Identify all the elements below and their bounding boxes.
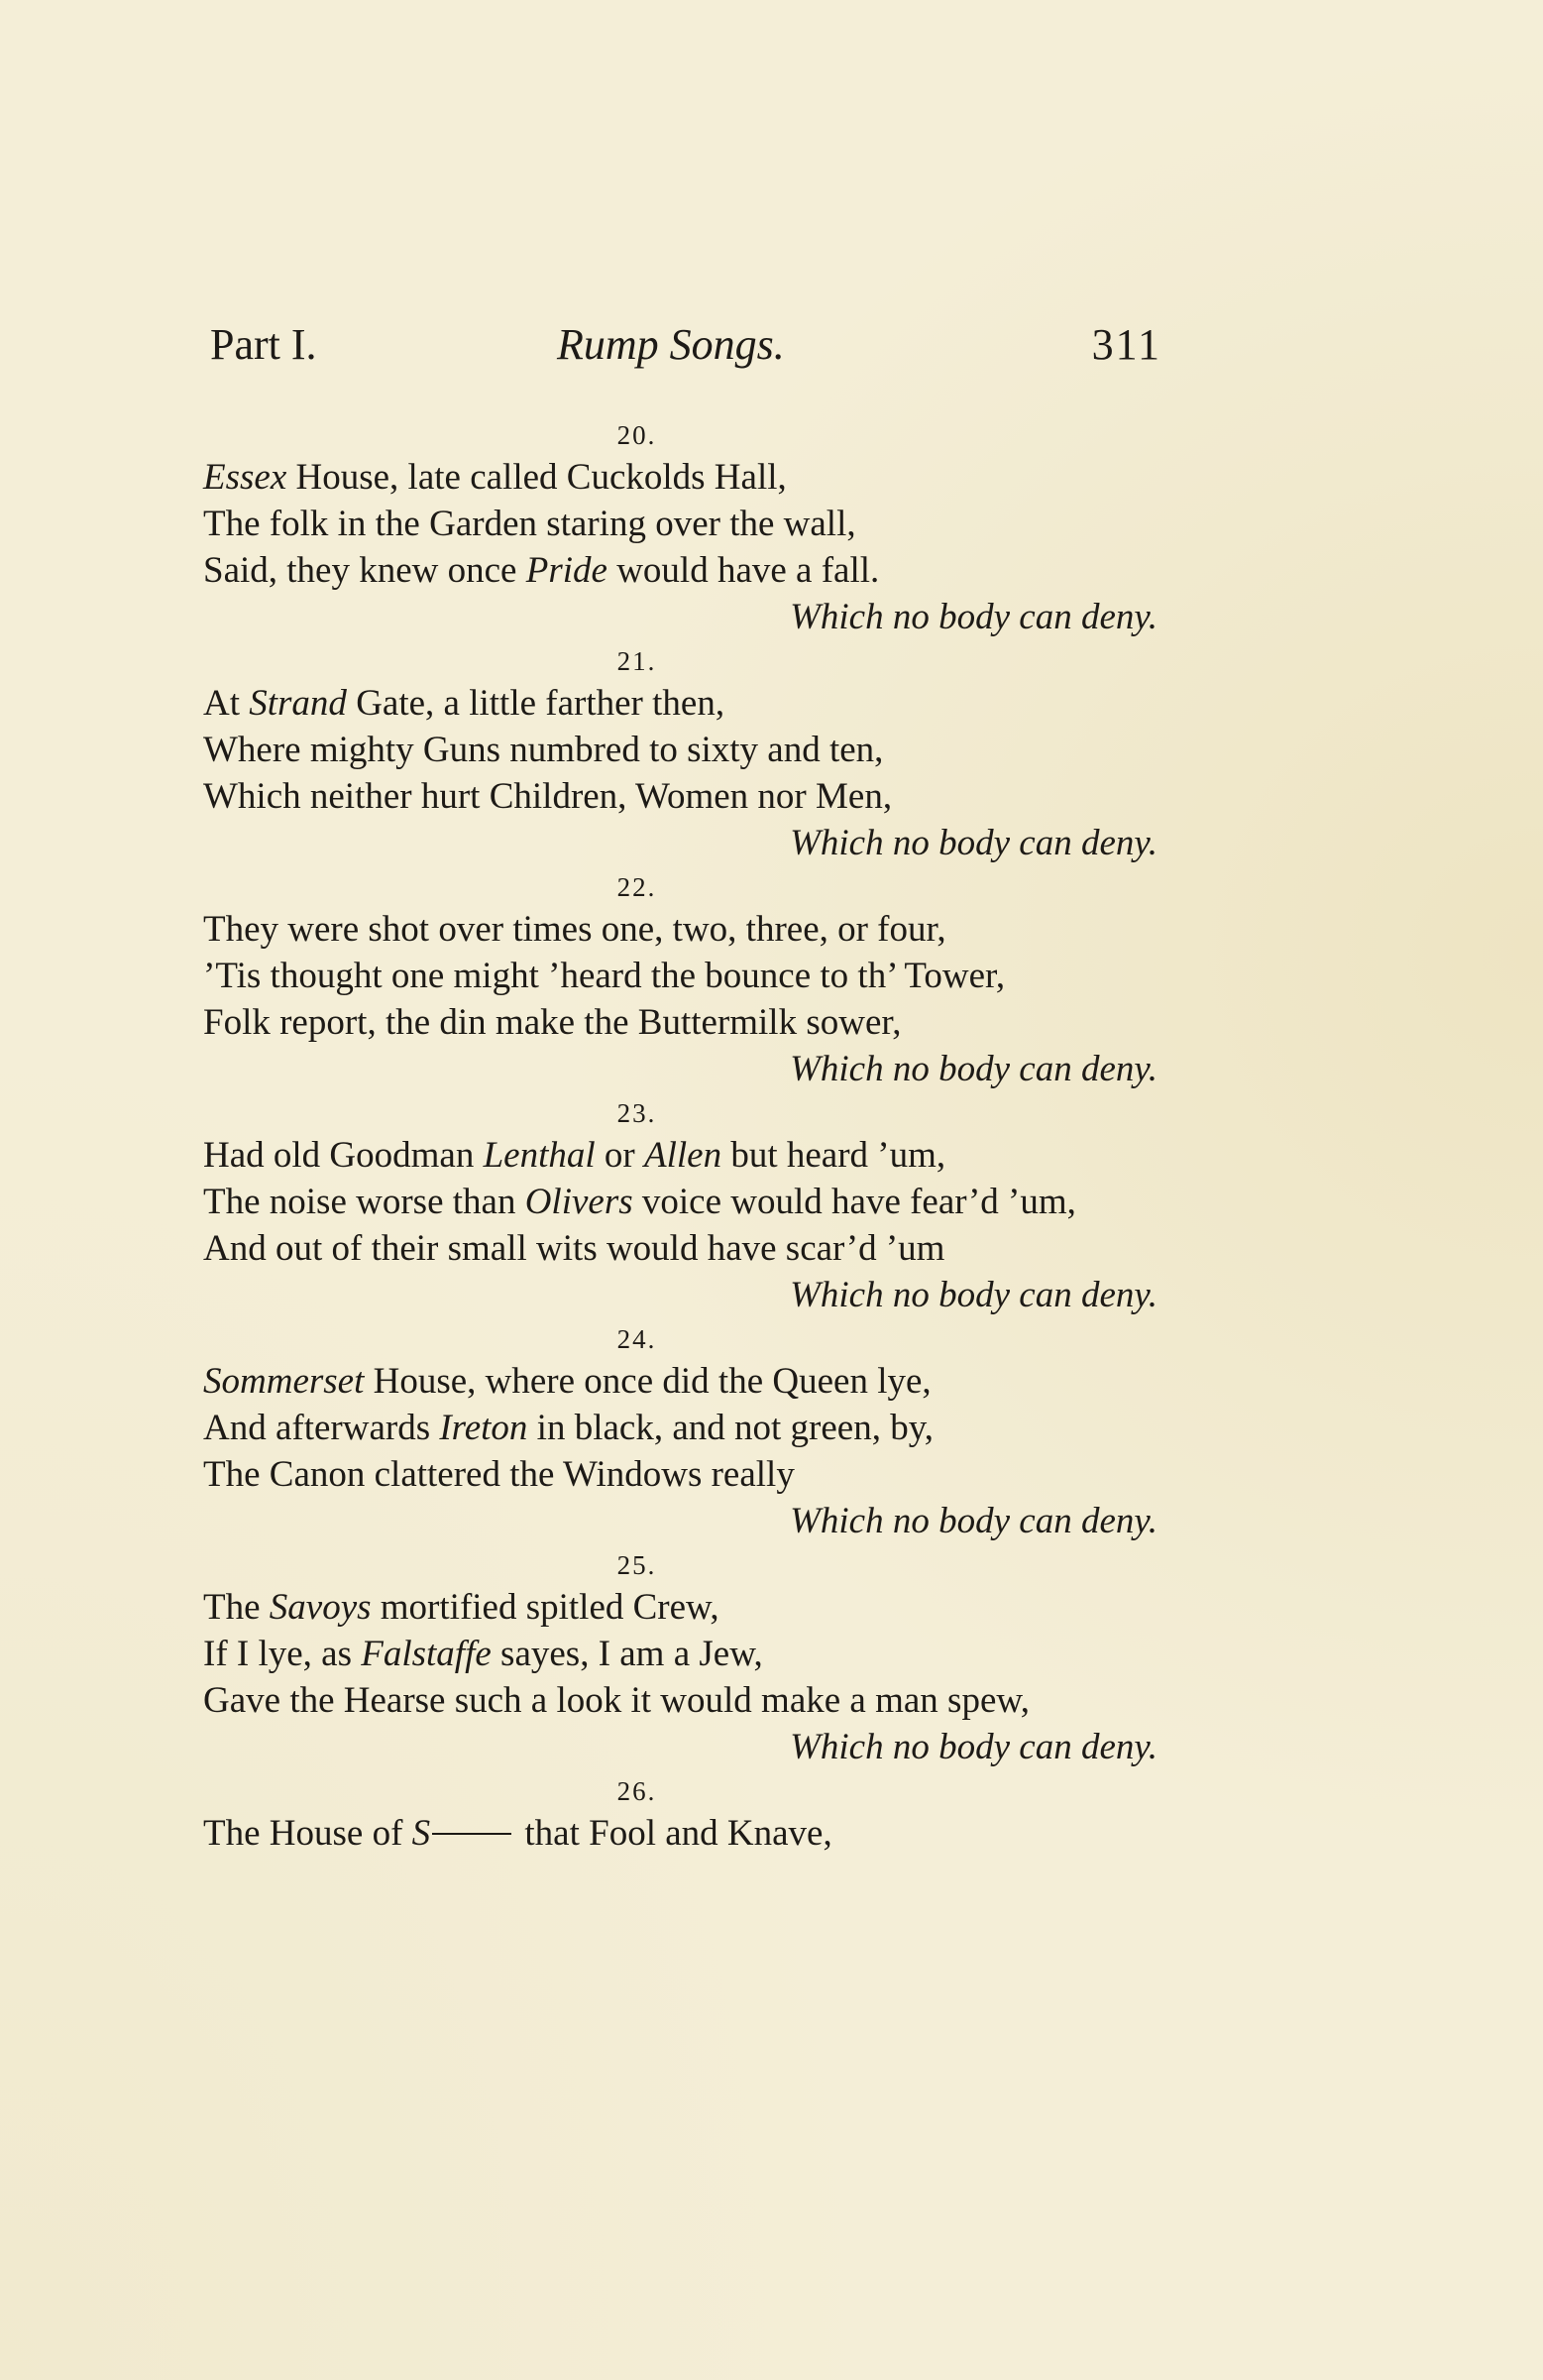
stanza-number: 22.: [616, 872, 657, 902]
refrain-line: Which no body can deny.: [790, 1727, 1157, 1767]
italic-word: Ireton: [439, 1408, 528, 1448]
verse-line: And out of their small wits would have scar’d ’um: [203, 1228, 945, 1269]
stanza-26: [203, 1772, 1159, 1857]
italic-word: Olivers: [524, 1182, 633, 1222]
italic-word: Lenthal: [483, 1135, 596, 1176]
line-text: House, late called Cuckolds Hall,: [286, 457, 787, 498]
italic-word: Pride: [525, 550, 607, 591]
stanza-number: 26.: [616, 1776, 657, 1806]
line-text: but heard ’um,: [721, 1135, 946, 1176]
stanza-24: [203, 1320, 1159, 1544]
stanza-20: [203, 416, 1159, 640]
verse-line: Gave the Hearse such a look it would make a man spew,: [203, 1680, 1030, 1721]
refrain-line: Which no body can deny.: [790, 1049, 1157, 1089]
line-text: At: [203, 683, 250, 724]
verse-line: [203, 1358, 1159, 1405]
refrain-line: Which no body can deny.: [790, 1275, 1157, 1315]
line-text: The: [203, 1587, 270, 1628]
line-text: mortified spitled Crew,: [371, 1587, 719, 1628]
line-text: Gate, a little farther then,: [346, 683, 725, 724]
verse-line: The Canon clattered the Windows really: [203, 1454, 795, 1495]
line-text: House, where once did the Queen lye,: [364, 1361, 932, 1402]
line-text: The House of: [203, 1813, 412, 1854]
verse-line: [203, 1631, 1159, 1677]
verse-line: [203, 1810, 1159, 1857]
line-text: Said, they knew once: [203, 550, 526, 591]
stanza-number: 24.: [616, 1324, 657, 1354]
line-text: And afterwards: [203, 1408, 440, 1448]
poem-body: [203, 416, 1159, 1859]
line-text: or: [595, 1135, 644, 1176]
running-head: [210, 315, 1161, 375]
verse-line: [203, 680, 1159, 727]
italic-word: S: [411, 1813, 431, 1854]
verse-line: [203, 547, 1159, 594]
page-number: 311: [1091, 320, 1161, 369]
verse-line: [203, 454, 1159, 501]
italic-word: Sommerset: [203, 1361, 365, 1402]
line-text: If I lye, as: [203, 1634, 362, 1674]
stanza-number: 23.: [616, 1098, 657, 1128]
verse-line: The folk in the Garden staring over the wall,: [203, 504, 856, 544]
line-text: voice would have fear’d ’um,: [632, 1182, 1076, 1222]
italic-word: Savoys: [269, 1587, 372, 1628]
italic-word: Strand: [249, 683, 347, 724]
stanza-23: [203, 1094, 1159, 1318]
italic-word: Falstaffe: [361, 1634, 492, 1674]
verse-line: [203, 1584, 1159, 1631]
verse-line: ’Tis thought one might ’heard the bounce to th’ Tower,: [203, 956, 1006, 996]
verse-line: Where mighty Guns numbred to sixty and ten,: [203, 730, 884, 770]
stanza-22: [203, 868, 1159, 1092]
em-dash-rule: [432, 1833, 511, 1835]
running-title: Rump Songs.: [557, 320, 785, 369]
line-text: Had old Goodman: [203, 1135, 484, 1176]
stanza-number: 21.: [616, 646, 657, 676]
verse-line: [203, 1132, 1159, 1179]
refrain-line: Which no body can deny.: [790, 823, 1157, 863]
verse-line: They were shot over times one, two, three, or four,: [203, 909, 946, 950]
stanza-number: 20.: [616, 420, 657, 450]
refrain-line: Which no body can deny.: [790, 597, 1157, 637]
line-text: would have a fall.: [606, 550, 880, 591]
verse-line: [203, 1179, 1159, 1225]
verse-line: Which neither hurt Children, Women nor Men,: [203, 776, 893, 817]
part-label: Part I.: [210, 320, 317, 369]
line-text: that Fool and Knave,: [515, 1813, 832, 1854]
line-text: The noise worse than: [203, 1182, 525, 1222]
italic-word: Essex: [203, 457, 287, 498]
verse-line: Folk report, the din make the Buttermilk sower,: [203, 1002, 902, 1043]
stanza-25: [203, 1546, 1159, 1770]
line-text: in black, and not green, by,: [527, 1408, 935, 1448]
verse-line: [203, 1405, 1159, 1451]
stanza-21: [203, 642, 1159, 866]
line-text: sayes, I am a Jew,: [491, 1634, 763, 1674]
italic-word: Allen: [644, 1135, 722, 1176]
stanza-number: 25.: [616, 1550, 657, 1580]
refrain-line: Which no body can deny.: [790, 1501, 1157, 1541]
